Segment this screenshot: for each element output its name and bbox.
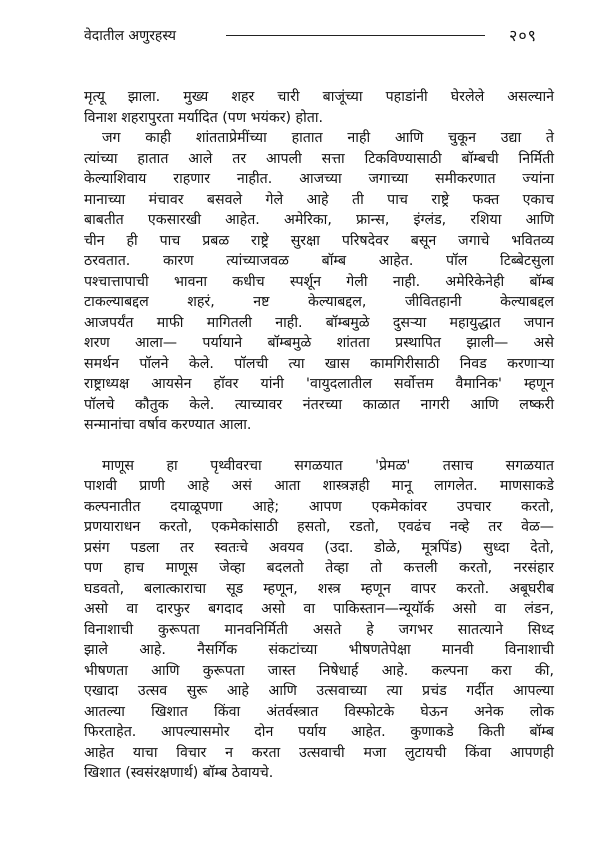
text-line: असो वा दारफुर बगदाद असो वा पाकिस्तान—न्यूयॉर्क असो वा लंडन,	[84, 601, 554, 617]
text-line: पॉलचे कौतुक केले. त्याच्यावर नंतरच्या काळात नागरी आणि लष्करी	[84, 396, 554, 413]
paragraph	[84, 456, 554, 784]
text-line: झाले आहे. नैसर्गिक संकटांच्या भीषणतेपेक्षा मानवी विनाशाची	[84, 642, 554, 658]
text-line: फिरताहेत. आपल्यासमोर दोन पर्याय आहेत. कुणाकडे किती बॉम्ब	[84, 724, 554, 740]
text-line: बाबतीत एकसारखी आहेत. अमेरिका, फ्रान्स, इंग्लंड, रशिया आणि	[84, 212, 554, 228]
text-line: चीन ही पाच प्रबळ राष्ट्रे सुरक्षा परिषदेवर बसून जगाचे भवितव्य	[84, 232, 554, 249]
text-line: टाकल्याबद्दल शहरं, नष्ट केल्याबद्दल, जीवितहानी केल्याबद्दल	[84, 294, 554, 310]
text-line: समर्थन पॉलने केले. पॉलची त्या खास कामगिरीसाठी निवड करणाऱ्या	[84, 355, 554, 372]
text-line: विनाशाची कुरूपता मानवनिर्मिती असते हे जगभर सातत्याने सिध्द	[84, 621, 554, 638]
text-line: खिशात (स्वसंरक्षणार्थ) बॉम्ब ठेवायचे.	[84, 765, 274, 781]
paragraph	[84, 128, 554, 436]
page-header	[84, 22, 537, 48]
header-rule	[226, 35, 485, 36]
text-line: पण हाच माणूस जेव्हा बदलतो तेव्हा तो कत्तली करतो, नरसंहार	[84, 560, 554, 576]
text-line: मानाच्या मंचावर बसवले गेले आहे ती पाच राष्ट्रे फक्त एकाच	[84, 191, 554, 208]
running-title: वेदातील अणुरहस्य	[84, 27, 176, 44]
text-line: घडवतो, बलात्काराचा सूड म्हणून, शस्त्र म्हणून वापर करतो. अबूघरीब	[84, 580, 554, 597]
text-line: प्रसंग पडला तर स्वतःचे अवयव (उदा. डोळे, मूत्रपिंड) सुध्दा देतो,	[84, 539, 554, 556]
text-line: जग काही शांतताप्रेमींच्या हातात नाही आणि चुकून उद्या ते	[102, 130, 554, 146]
text-line: त्यांच्या हातात आले तर आपली सत्ता टिकविण्यासाठी बॉम्बची निर्मिती	[84, 150, 554, 167]
text-line: पश्चात्तापाची भावना कधीच स्पर्शून गेली नाही. अमेरिकेनेही बॉम्ब	[84, 273, 554, 290]
text-line: आतल्या खिशात किंवा अंतर्वस्त्रात विस्फोटके घेऊन अनेक लोक	[84, 703, 554, 720]
text-line: एखादा उत्सव सुरू आहे आणि उत्सवाच्या त्या प्रचंड गर्दीत आपल्या	[84, 683, 554, 699]
text-line: सन्मानांचा वर्षाव करण्यात आला.	[84, 417, 252, 433]
text-line: आजपर्यंत माफी मागितली नाही. बॉम्बमुळे दुसऱ्या महायुद्धात जपान	[84, 314, 554, 331]
text-line: केल्याशिवाय राहणार नाहीत. आजच्या जगाच्या समीकरणात ज्यांना	[84, 171, 554, 187]
text-line: माणूस हा पृथ्वीवरचा सगळयात 'प्रेमळ' तसाच सगळयात	[102, 457, 554, 474]
text-line: कल्पनातीत दयाळूपणा आहे; आपण एकमेकांवर उपचार करतो,	[84, 498, 554, 515]
paragraph	[84, 87, 554, 128]
text-line: शरण आला— पर्यायाने बॉम्बमुळे शांतता प्रस्थापित झाली— असे	[84, 335, 554, 351]
text-line: विनाश शहरापुरता मर्यादित (पण भयंकर) होता.	[84, 109, 324, 126]
text-line: ठरवतात. कारण त्यांच्याजवळ बॉम्ब आहेत. पॉल टिब्बेटसुला	[84, 253, 554, 269]
page-number: २०९	[509, 26, 537, 45]
text-line: राष्ट्राध्यक्ष आयसेन हॉवर यांनी 'वायुदलातील सर्वोत्तम वैमानिक' म्हणून	[84, 376, 554, 392]
text-line: भीषणता आणि कुरूपता जास्त निषेधार्ह आहे. कल्पना करा की,	[84, 662, 554, 679]
text-line: मृत्यू झाला. मुख्य शहर चारी बाजूंच्या पहाडांनी घेरलेले असल्याने	[84, 89, 554, 105]
text-line: आहेत याचा विचार न करता उत्सवाची मजा लुटायची किंवा आपणही	[84, 744, 554, 761]
text-line: पाशवी प्राणी आहे असं आता शास्त्रज्ञही मानू लागलेत. माणसाकडे	[84, 478, 554, 494]
body-text	[84, 87, 554, 784]
text-line: प्रणयाराधन करतो, एकमेकांसाठी हसतो, रडतो, एवढंच नव्हे तर वेळ—	[84, 519, 554, 535]
